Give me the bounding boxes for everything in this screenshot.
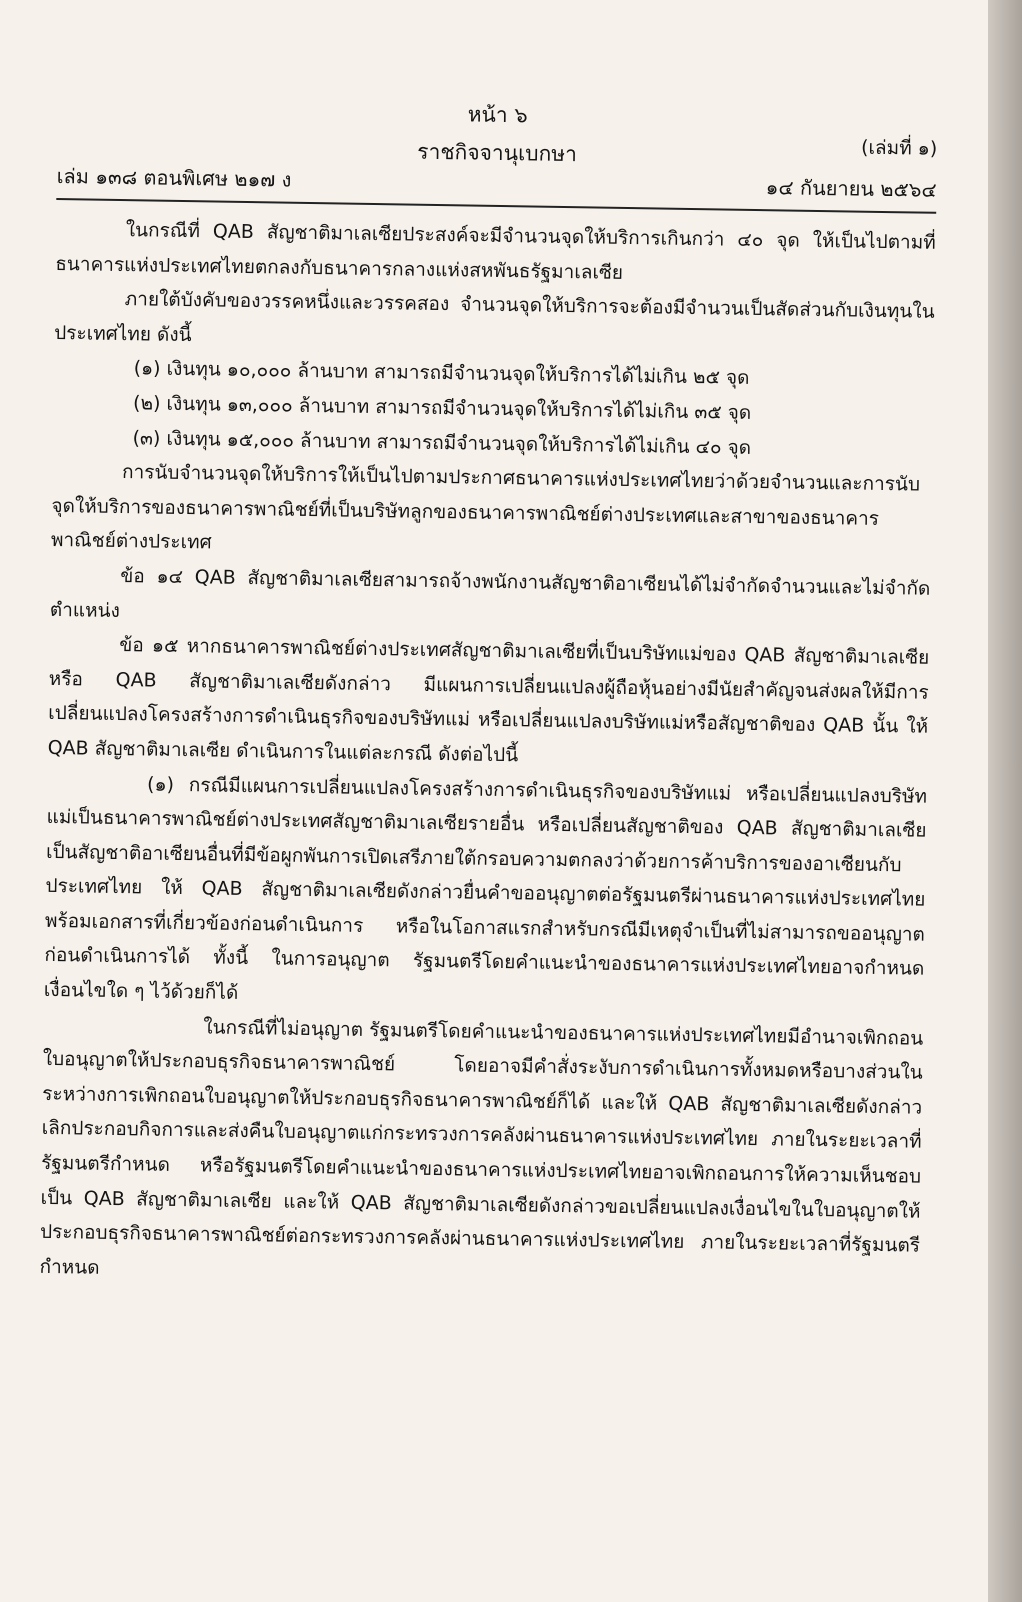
adjacent-page-edge	[988, 0, 1022, 1602]
paragraph: การนับจำนวนจุดให้บริการให้เป็นไปตามประกาศธนาคารแห่งประเทศไทยว่าด้วยจำนวนและการนับจุดให้บริการของธนาคารพาณิชย์ที่เป็นบริษัทลูกของธนาคารพาณิชย์ต่างประเทศและสาขาของธนาคารพาณิชย์ต่างประเทศ	[50, 461, 921, 554]
capital-item: (๓) เงินทุน ๑๕,๐๐๐ ล้านบาท สามารถมีจำนวนจุดให้บริการได้ไม่เกิน ๔๐ จุด	[132, 426, 752, 459]
paragraph: ในกรณีที่ QAB สัญชาติมาเลเซียประสงค์จะมีจำนวนจุดให้บริการเกินกว่า ๔๐ จุด ให้เป็นไปตามที่ธนาคารแห่งประเทศไทยตกลงกับธนาคารกลางแห่งสหพันธรัฐมาเลเซีย	[55, 219, 936, 284]
issue-date: ๑๔ กันยายน ๒๕๖๔	[765, 175, 937, 202]
clause-15-item-1: (๑) กรณีมีแผนการเปลี่ยนแปลงโครงสร้างการดำเนินธุรกิจของบริษัทแม่ หรือเปลี่ยนแปลงบริษัทแม่เป็นธนาคารพาณิชย์ต่างประเทศสัญชาติมาเลเซียรายอื่น หรือเปลี่ยนสัญชาติของ QAB สัญชาติมาเลเซียเป็นสัญชาติอาเซียนอื่นที่มีข้อผูกพันการเปิดเสรีภายใต้กรอบความตกลงว่าด้วยการค้าบริการของอาเซียนกับประเทศไทย ให้ QAB สัญชาติมาเลเซียดังกล่าวยื่นคำขออนุญาตต่อรัฐมนตรีผ่านธนาคารแห่งประเทศไทยพร้อมเอกสารที่เกี่ยวข้องก่อนดำเนินการ หรือในโอกาสแรกสำหรับกรณีมีเหตุจำเป็นที่ไม่สามารถขออนุญาตก่อนดำเนินการได้ ทั้งนี้ ในการอนุญาต รัฐมนตรีโดยคำแนะนำของธนาคารแห่งประเทศไทยอาจกำหนดเงื่อนไขใด ๆ ไว้ด้วยก็ได้	[43, 772, 928, 1005]
gazette-title: ราชกิจจานุเบกษา	[417, 139, 578, 167]
paragraph: ภายใต้บังคับของวรรคหนึ่งและวรรคสอง จำนวนจุดให้บริการจะต้องมีจำนวนเป็นสัดส่วนกับเงินทุนในประเทศไทย ดังนี้	[54, 288, 935, 346]
volume-note: (เล่มที่ ๑)	[860, 136, 938, 160]
capital-item: (๑) เงินทุน ๑๐,๐๐๐ ล้านบาท สามารถมีจำนวนจุดให้บริการได้ไม่เกิน ๒๕ จุด	[133, 357, 750, 390]
clause-14: ข้อ ๑๔ QAB สัญชาติมาเลเซียสามารถจ้างพนักงานสัญชาติอาเซียนได้ไม่จำกัดจำนวนและไม่จำกัดตำแหน่ง	[49, 564, 931, 622]
clause-15: ข้อ ๑๕ หากธนาคารพาณิชย์ต่างประเทศสัญชาติมาเลเซียที่เป็นบริษัทแม่ของ QAB สัญชาติมาเลเซียหรือ QAB สัญชาติมาเลเซียดังกล่าว มีแผนการเปลี่ยนแปลงผู้ถือหุ้นอย่างมีนัยสำคัญจนส่งผลให้มีการเปลี่ยนแปลงโครงสร้างการดำเนินธุรกิจของบริษัทแม่ หรือเปลี่ยนแปลงบริษัทแม่หรือสัญชาติของ QAB นั้น ให้ QAB สัญชาติมาเลเซีย ดำเนินการในแต่ละกรณี ดังต่อไปนี้	[47, 634, 930, 767]
document-body	[39, 212, 936, 1298]
capital-item: (๒) เงินทุน ๑๓,๐๐๐ ล้านบาท สามารถมีจำนวนจุดให้บริการได้ไม่เกิน ๓๕ จุด	[132, 392, 752, 424]
page-number: หน้า ๖	[467, 102, 528, 128]
issue-info: เล่ม ๑๓๘ ตอนพิเศษ ๒๑๗ ง	[56, 163, 292, 192]
gazette-sheet	[36, 92, 938, 1526]
paragraph: ในกรณีที่ไม่อนุญาต รัฐมนตรีโดยคำแนะนำของธนาคารแห่งประเทศไทยมีอำนาจเพิกถอนใบอนุญาตให้ประกอบธุรกิจธนาคารพาณิชย์ โดยอาจมีคำสั่งระงับการดำเนินการทั้งหมดหรือบางส่วนในระหว่างการเพิกถอนใบอนุญาตให้ประกอบธุรกิจธนาคารพาณิชย์ก็ได้ และให้ QAB สัญชาติมาเลเซียดังกล่าวเลิกประกอบกิจการและส่งคืนใบอนุญาตแก่กระทรวงการคลังผ่านธนาคารแห่งประเทศไทย ภายในระยะเวลาที่รัฐมนตรีกำหนด หรือรัฐมนตรีโดยคำแนะนำของธนาคารแห่งประเทศไทยอาจเพิกถอนการให้ความเห็นชอบเป็น QAB สัญชาติมาเลเซีย และให้ QAB สัญชาติมาเลเซียดังกล่าวขอเปลี่ยนแปลงเงื่อนไขในใบอนุญาตให้ประกอบธุรกิจธนาคารพาณิชย์ต่อกระทรวงการคลังผ่านธนาคารแห่งประเทศไทย ภายในระยะเวลาที่รัฐมนตรีกำหนด	[39, 1016, 924, 1279]
